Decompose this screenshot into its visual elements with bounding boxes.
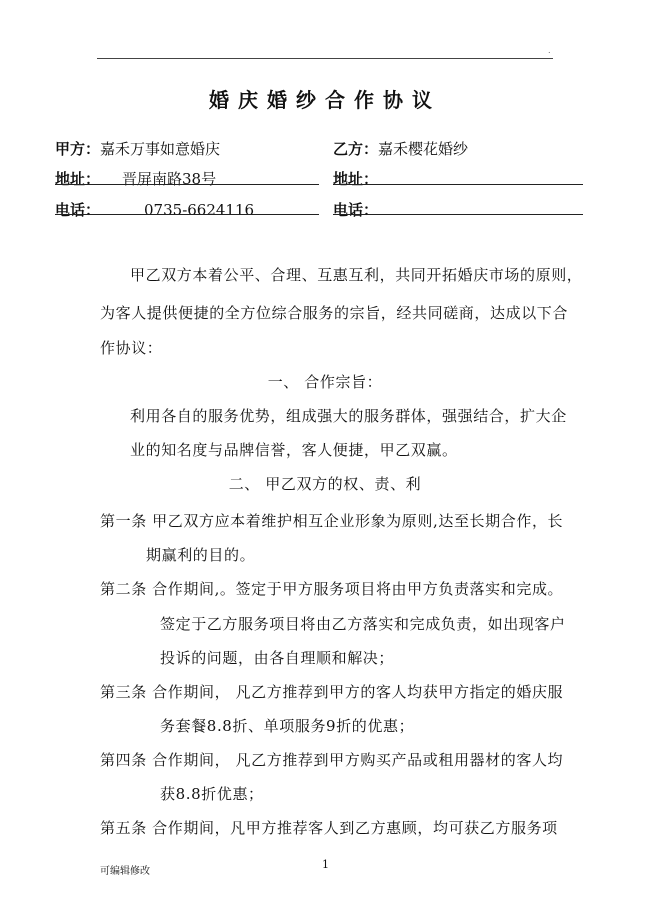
- party-b-name-row: [333, 138, 468, 159]
- party-a-address-underline: [55, 184, 319, 185]
- party-a-address-label: 地址：: [55, 170, 101, 188]
- party-a-phone-underline: [55, 214, 319, 215]
- intro-line: 甲乙双方本着公平、合理、互惠互利，共同开拓婚庆市场的原则，: [130, 266, 583, 284]
- party-a-name-row: [55, 138, 220, 159]
- party-b-phone-label: 电话：: [333, 201, 379, 219]
- section-1-line: 利用各自的服务优势，组成强大的服务群体，强强结合，扩大企: [130, 407, 567, 425]
- document-title: 婚庆婚纱合作协议: [209, 88, 441, 112]
- party-a-label: 甲方：: [55, 140, 101, 158]
- party-b-address-underline: [333, 184, 583, 185]
- intro-line: 为客人提供便捷的全方位综合服务的宗旨，经共同磋商，达成以下合: [100, 304, 569, 322]
- section-2-heading: 二、 甲乙双方的权、责、利: [228, 475, 422, 493]
- intro-line: 作协议：: [100, 339, 163, 357]
- party-b-label: 乙方：: [333, 140, 379, 158]
- section-1-heading: 一、 合作宗旨：: [267, 373, 383, 391]
- party-b-address-label: 地址：: [333, 170, 379, 188]
- party-a-phone-label: 电话：: [55, 201, 101, 219]
- section-1-line: 业的知名度与品牌信誉，客人便捷，甲乙双赢。: [130, 441, 458, 459]
- article-4: 第四条 合作期间， 凡乙方推荐到甲方购买产品或租用器材的客人均: [100, 751, 564, 769]
- header-mark: .: [548, 46, 551, 55]
- party-a-phone-row: [55, 199, 254, 220]
- party-b-phone-underline: [333, 214, 583, 215]
- article-3: 第三条 合作期间， 凡乙方推荐到甲方的客人均获甲方指定的婚庆服: [100, 683, 564, 701]
- article-2-cont: 投诉的问题，由各自理顺和解决；: [160, 649, 395, 667]
- footer-note: 可编辑修改: [100, 866, 150, 877]
- party-b-phone-row: [333, 199, 378, 220]
- party-a-name: 嘉禾万事如意婚庆: [100, 140, 221, 158]
- article-1: 第一条 甲乙双方应本着维护相互企业形象为原则,达至长期合作，长: [100, 512, 564, 530]
- article-4-cont: 获8.8折优惠；: [160, 785, 264, 803]
- article-2: 第二条 合作期间,。签定于甲方服务项目将由甲方负责落实和完成。: [100, 580, 564, 598]
- party-b-address-row: [333, 168, 378, 189]
- article-1-cont: 期赢利的目的。: [146, 546, 256, 564]
- party-a-phone: 0735-6624116: [144, 201, 255, 219]
- article-2-cont: 签定于乙方服务项目将由乙方落实和完成负责，如出现客户: [160, 615, 566, 633]
- party-a-address-row: [55, 168, 216, 189]
- party-b-name: 嘉禾樱花婚纱: [378, 140, 469, 158]
- party-a-address: 晋屏南路38号: [122, 170, 217, 188]
- article-5: 第五条 合作期间，凡甲方推荐客人到乙方惠顾，均可获乙方服务项: [100, 819, 558, 837]
- page-number: 1: [322, 858, 329, 871]
- header-rule: [97, 58, 553, 59]
- article-3-cont: 务套餐8.8折、单项服务9折的优惠；: [160, 717, 415, 735]
